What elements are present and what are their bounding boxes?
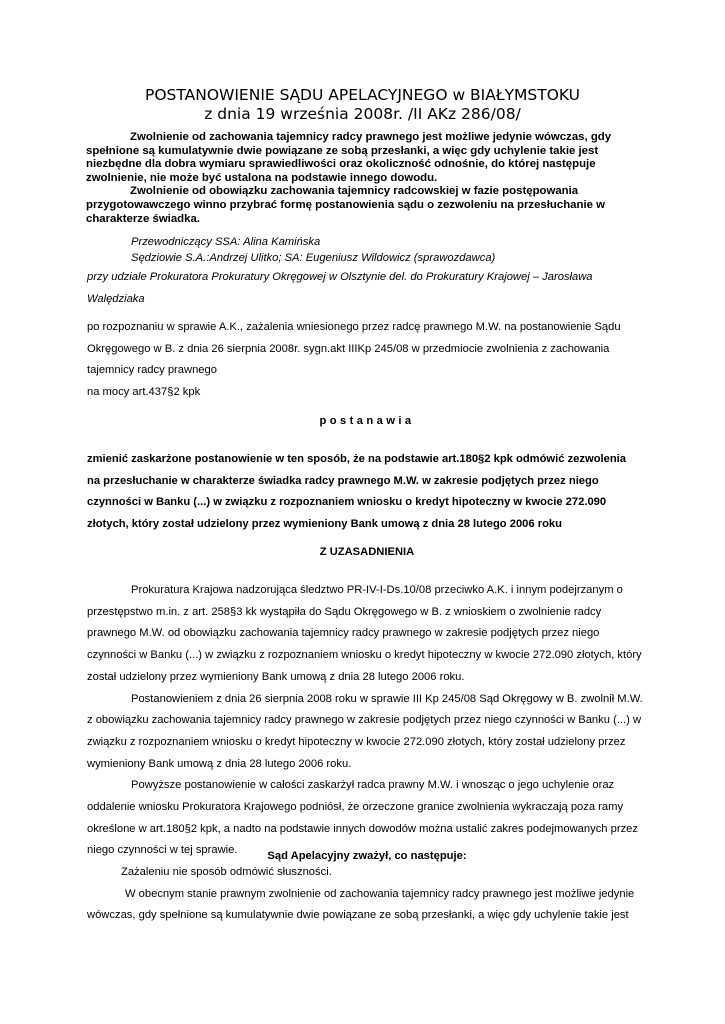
title-line-1: POSTANOWIENIE SĄDU APELACYJNEGO w BIAŁYMSTOKU xyxy=(144,86,581,104)
court-line-1: Zażaleniu nie sposób odmówić słuszności. xyxy=(121,866,332,878)
court-section xyxy=(87,862,643,927)
court-composition xyxy=(131,234,651,266)
thesis-block xyxy=(86,131,652,226)
judges: Sędziowie S.A.:Andrzej Ulitko; SA: Eugeniusz Wildowicz (sprawozdawca) xyxy=(131,252,496,264)
reasons-paragraph-1: Prokuratura Krajowa nadzorująca śledztwo PR-IV-I-Ds.10/08 przeciwko A.K. i innym podejrzanym o przestępstwo m.in. z art. 258§3 kk wystąpiła do Sądu Okręgowego w B. z wnioskiem o zwolnienie radcy prawnego M.W. od obowiązku zachowania tajemnicy radcy prawnego w zakresie podjętych przez niego czynności w Banku (...) w związku z rozpoznaniem wniosku o kredyt hipoteczny w kwocie 272.090 złotych, który został udzielony przez wymieniony Bank umową z dnia 28 lutego 2006 roku. xyxy=(87,584,642,683)
reasons-paragraph-2: Postanowieniem z dnia 26 sierpnia 2008 roku w sprawie III Kp 245/08 Sąd Okręgowy w B. zwolnił M.W. z obowiązku zachowania tajemnicy radcy prawnego w zakresie podjętych przez niego czynności w Banku (...) w związku z rozpoznaniem wniosku o kredyt hipoteczny w kwocie 272.090 złotych, który został udzielony przez wymieniony Bank umową z dnia 28 lutego 2006 roku. xyxy=(87,692,643,770)
intro-section xyxy=(87,317,642,404)
prosecutor-note: przy udziale Prokuratora Prokuratury Okręgowej w Olsztynie del. do Prokuratury Krajowej – Jarosława Walędziaka xyxy=(87,271,593,305)
court-paragraph: W obecnym stanie prawnym zwolnienie od zachowania tajemnicy radcy prawnego jest możliwe jedynie wówczas, gdy spełnione są kumulatywnie dwie powiązane ze sobą przesłanki, a więc gdy uchylenie takie jest xyxy=(87,887,635,922)
legal-basis: na mocy art.437§2 kpk xyxy=(87,386,201,399)
title-line-2: z dnia 19 września 2008r. /II AKz 286/08/ xyxy=(204,105,521,123)
thesis-paragraph-2: Zwolnienie od obowiązku zachowania tajemnicy radcowskiej w fazie postępowania przygotowawczego winno przybrać formę postanowienia sądu o zezwoleniu na przesłuchanie w charakterze świadka. xyxy=(86,185,605,225)
document-title xyxy=(0,86,725,124)
reasons-paragraph-3: Powyższe postanowienie w całości zaskarżył radca prawny M.W. i wnosząc o jego uchylenie oraz oddalenie wniosku Prokuratora Krajowego podniósł, że orzeczone granice zwolnienia wykraczają poza ramy określone w art.180§2 kpk, a nadto na podstawie innych dowodów można ustalić zakres podejmowanych przez niego czynności w tej sprawie. xyxy=(87,779,638,857)
thesis-paragraph-1: Zwolnienie od zachowania tajemnicy radcy prawnego jest możliwe jedynie wówczas, gdy spełnione są kumulatywnie dwie powiązane ze sobą przesłanki, a więc gdy uchylenie takie jest niezbędne dla dobra wymiaru sprawiedliwości oraz okoliczność odnośnie, do której następuje zwolnienie, nie może być ustalona na podstawie innego dowodu. xyxy=(86,131,612,184)
decision-heading: postanawia xyxy=(319,415,415,427)
presiding-judge: Przewodniczący SSA: Alina Kamińska xyxy=(131,236,321,248)
reasons-heading: Z UZASADNIENIA xyxy=(319,546,415,558)
reasons-section xyxy=(87,580,643,862)
decision-text: zmienić zaskarżone postanowienie w ten sposób, że na podstawie art.180§2 kpk odmówić zezwolenia na przesłuchanie w charakterze świadka radcy prawnego M.W. w zakresie podjętych przez niego czynności w Banku (...) w związku z rozpoznaniem wniosku o kredyt hipoteczny w kwocie 272.090 złotych, który został udzielony przez wymieniony Bank umową z dnia 28 lutego 2006 roku xyxy=(87,453,627,531)
court-heading: Sąd Apelacyjny zważył, co następuje: xyxy=(267,850,467,862)
intro-text: po rozpoznaniu w sprawie A.K., zażalenia wniesionego przez radcę prawnego M.W. na postanowienie Sądu Okręgowego w B. z dnia 26 sierpnia 2008r. sygn.akt IIIKp 245/08 w przedmiocie zwolnienia z zachowania tajemnicy radcy prawnego xyxy=(87,321,621,377)
